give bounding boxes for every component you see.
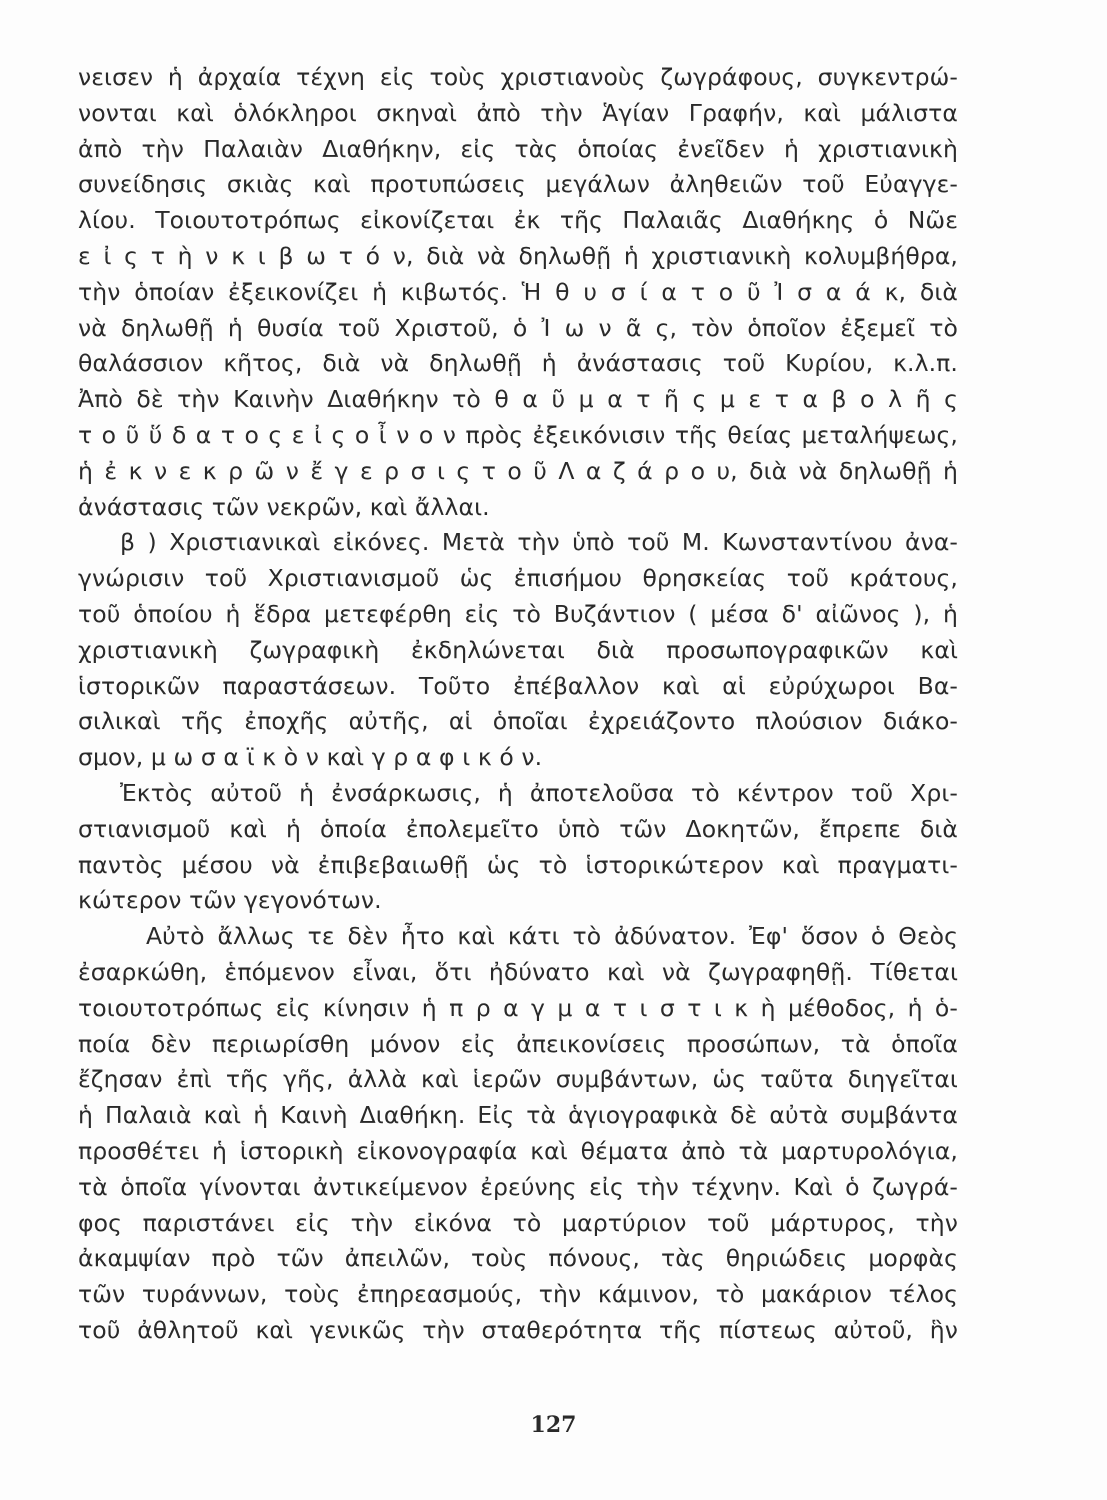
text-line-2: νονται καὶ ὁλόκληροι σκηναὶ ἀπὸ τὴν Ἁγίαν Γραφήν, καὶ μάλιστα <box>78 98 958 127</box>
text-line-22: στιανισμοῦ καὶ ἡ ὁποία ἐπολεμεῖτο ὑπὸ τῶν Δοκητῶν, ἔπρεπε διὰ <box>78 814 958 843</box>
text-line-10: Ἀπὸ δὲ τὴν Καινὴν Διαθήκην τὸ θ α ῦ μ α τ ῆ ς μ ε τ α β ο λ ῆ ς <box>78 385 958 414</box>
text-line-19: σιλικαὶ τῆς ἐποχῆς αὐτῆς, αἱ ὁποῖαι ἐχρειάζοντο πλούσιον διάκο- <box>78 707 958 736</box>
text-line-4: συνείδησις σκιὰς καὶ προτυπώσεις μεγάλων ἀληθειῶν τοῦ Εὐαγγε- <box>78 170 958 199</box>
text-line-31: προσθέτει ἡ ἱστορικὴ εἰκονογραφία καὶ θέματα ἀπὸ τὰ μαρτυρολόγια, <box>78 1136 958 1165</box>
text-line-15: γνώρισιν τοῦ Χριστιανισμοῦ ὡς ἐπισήμου θρησκείας τοῦ κράτους, <box>78 564 958 593</box>
text-line-28: ποία δὲν περιωρίσθη μόνον εἰς ἀπεικονίσεις προσώπων, τὰ ὁποῖα <box>78 1029 958 1058</box>
text-line-5: λίου. Τοιουτοτρόπως εἰκονίζεται ἐκ τῆς Παλαιᾶς Διαθήκης ὁ Νῶε <box>78 206 958 235</box>
text-line-6: ε ἰ ς τ ὴ ν κ ι β ω τ ό ν, διὰ νὰ δηλωθῇ ἡ χριστιανικὴ κολυμβήθρα, <box>78 241 958 270</box>
text-line-24: κώτερον τῶν γεγονότων. <box>78 886 382 915</box>
text-line-33: φος παριστάνει εἰς τὴν εἰκόνα τὸ μαρτύριον τοῦ μάρτυρος, τὴν <box>78 1208 958 1237</box>
text-line-8: νὰ δηλωθῇ ἡ θυσία τοῦ Χριστοῦ, ὁ Ἰ ω ν ᾶ ς, τὸν ὁποῖον ἐξεμεῖ τὸ <box>78 313 958 342</box>
text-line-1: νεισεν ἡ ἀρχαία τέχνη εἰς τοὺς χριστιανοὺς ζωγράφους, συγκεντρώ- <box>78 63 958 91</box>
page-number: 127 <box>530 1412 577 1438</box>
text-line-11: τ ο ῦ ὕ δ α τ ο ς ε ἰ ς ο ἶ ν ο ν πρὸς ἐξεικόνισιν τῆς θείας μεταλήψεως, <box>78 420 958 449</box>
text-line-7: τὴν ὁποίαν ἐξεικονίζει ἡ κιβωτός. Ἡ θ υ σ ί α τ ο ῦ Ἰ σ α ά κ, διὰ <box>78 277 958 306</box>
text-line-21: Ἐκτὸς αὐτοῦ ἡ ἐνσάρκωσις, ἡ ἀποτελοῦσα τὸ κέντρον τοῦ Χρι- <box>120 778 958 807</box>
text-line-30: ἡ Παλαιὰ καὶ ἡ Καινὴ Διαθήκη. Εἰς τὰ ἁγιογραφικὰ δὲ αὐτὰ συμβάντα <box>78 1101 958 1130</box>
text-line-20: σμον, μ ω σ α ϊ κ ὸ ν καὶ γ ρ α φ ι κ ό ν. <box>78 743 543 772</box>
text-line-32: τὰ ὁποῖα γίνονται ἀντικείμενον ἐρεύνης εἰς τὴν τέχνην. Καὶ ὁ ζωγρά- <box>78 1172 958 1201</box>
text-line-12: ἡ ἐ κ ν ε κ ρ ῶ ν ἔ γ ε ρ σ ι ς τ ο ῦ Λ α ζ ά ρ ο υ, διὰ νὰ δηλωθῇ ἡ <box>78 456 958 485</box>
text-line-23: παντὸς μέσου νὰ ἐπιβεβαιωθῇ ὡς τὸ ἱστορικώτερον καὶ πραγματι- <box>78 850 958 879</box>
text-line-35: τῶν τυράννων, τοὺς ἐπηρεασμούς, τὴν κάμινον, τὸ μακάριον τέλος <box>78 1280 958 1309</box>
text-line-17: χριστιανικὴ ζωγραφικὴ ἐκδηλώνεται διὰ προσωπογραφικῶν καὶ <box>78 635 958 664</box>
text-line-9: θαλάσσιον κῆτος, διὰ νὰ δηλωθῇ ἡ ἀνάστασις τοῦ Κυρίου, κ.λ.π. <box>78 349 958 378</box>
text-line-18: ἱστορικῶν παραστάσεων. Τοῦτο ἐπέβαλλον καὶ αἱ εὐρύχωροι Βα- <box>78 671 958 700</box>
text-line-26: ἐσαρκώθη, ἑπόμενον εἶναι, ὅτι ἠδύνατο καὶ νὰ ζωγραφηθῇ. Τίθεται <box>78 957 958 986</box>
text-line-36: τοῦ ἀθλητοῦ καὶ γενικῶς τὴν σταθερότητα τῆς πίστεως αὐτοῦ, ἣν <box>78 1315 958 1344</box>
body-text <box>78 60 958 1349</box>
text-line-13: ἀνάστασις τῶν νεκρῶν, καὶ ἄλλαι. <box>78 492 490 521</box>
section-heading-line: β ) Χριστιανικαὶ εἰκόνες. Μετὰ τὴν ὑπὸ τοῦ Μ. Κωνσταντίνου ἀνα- <box>120 528 958 557</box>
text-line-16: τοῦ ὁποίου ἡ ἕδρα μετεφέρθη εἰς τὸ Βυζάντιον ( μέσα δ' αἰῶνος ), ἡ <box>78 599 958 628</box>
text-line-27: τοιουτοτρόπως εἰς κίνησιν ἡ π ρ α γ μ α τ ι σ τ ι κ ὴ μέθοδος, ἡ ὁ- <box>78 993 958 1022</box>
text-line-3: ἀπὸ τὴν Παλαιὰν Διαθήκην, εἰς τὰς ὁποίας ἐνεῖδεν ἡ χριστιανικὴ <box>78 134 958 163</box>
text-line-25: Αὐτὸ ἄλλως τε δὲν ἦτο καὶ κάτι τὸ ἀδύνατον. Ἐφ' ὅσον ὁ Θεὸς <box>146 922 958 951</box>
text-line-29: ἔζησαν ἐπὶ τῆς γῆς, ἀλλὰ καὶ ἱερῶν συμβάντων, ὡς ταῦτα διηγεῖται <box>78 1065 958 1094</box>
text-line-34: ἀκαμψίαν πρὸ τῶν ἀπειλῶν, τοὺς πόνους, τὰς θηριώδεις μορφὰς <box>78 1244 958 1273</box>
